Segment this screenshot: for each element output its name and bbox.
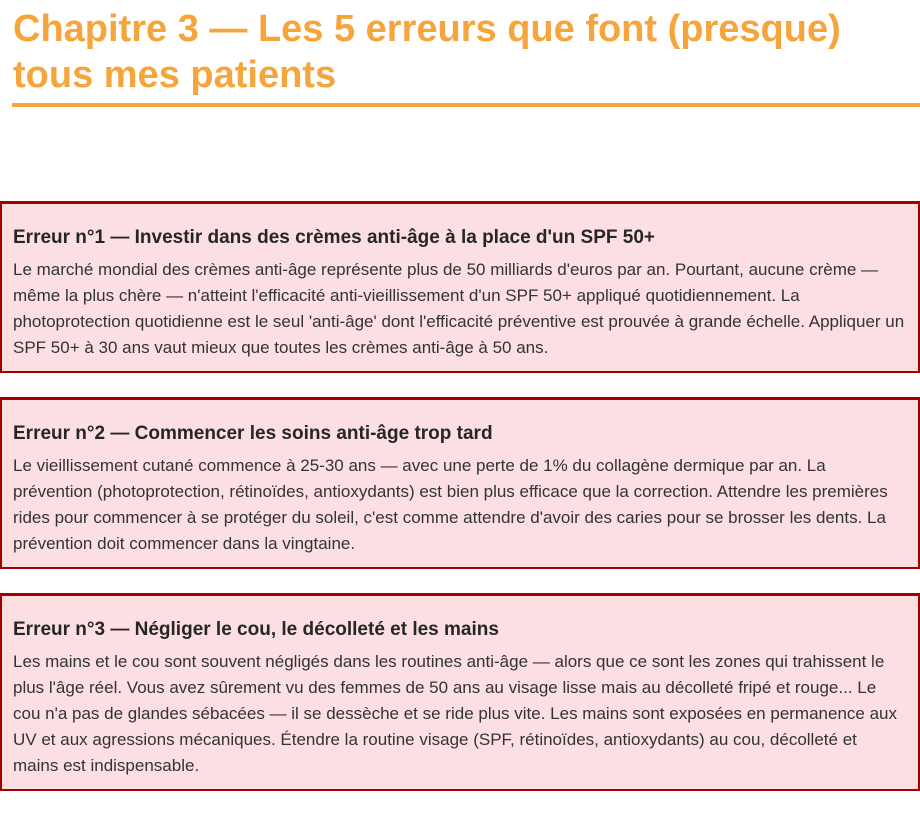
- error-body-3: Les mains et le cou sont souvent négligés dans les routines anti-âge — alors que ce sont les zones qui trahissent le plus l'âge réel. Vous avez sûrement vu des femmes de 50 ans au visage lisse mais au décolleté fripé et rouge... Le cou n'a pas de glandes sébacées — il se dessèche et se ride plus vite. Les mains sont exposées en permanence aux UV et aux agressions mécaniques. Étendre la routine visage (SPF, rétinoïdes, antioxydants) au cou, décolleté et mains est indispensable.: [13, 652, 897, 775]
- error-card-1: [0, 201, 920, 373]
- error-list: [0, 201, 920, 791]
- error-body-1: Le marché mondial des crèmes anti-âge représente plus de 50 milliards d'euros par an. Pourtant, aucune crème — même la plus chère — n'atteint l'efficacité anti-vieillissement d'un SPF 50+ appliqué quotidiennement. La photoprotection quotidienne est le seul 'anti-âge' dont l'efficacité préventive est prouvée à grande échelle. Appliquer un SPF 50+ à 30 ans vaut mieux que toutes les crèmes anti-âge à 50 ans.: [13, 260, 905, 357]
- error-heading-1: Erreur n°1 — Investir dans des crèmes anti-âge à la place d'un SPF 50+: [13, 227, 656, 248]
- error-card-3: [0, 593, 920, 791]
- error-body-2: Le vieillissement cutané commence à 25-30 ans — avec une perte de 1% du collagène dermique par an. La prévention (photoprotection, rétinoïdes, antioxydants) est bien plus efficace que la correction. Attendre les premières rides pour commencer à se protéger du soleil, c'est comme attendre d'avoir des caries pour se brosser les dents. La prévention doit commencer dans la vingtaine.: [13, 456, 888, 553]
- page-title: Chapitre 3 — Les 5 erreurs que font (presque) tous mes patients: [13, 8, 841, 96]
- error-card-2: [0, 397, 920, 569]
- error-heading-3: Erreur n°3 — Négliger le cou, le décolleté et les mains: [13, 619, 499, 640]
- title-underline: [12, 103, 920, 107]
- error-heading-2: Erreur n°2 — Commencer les soins anti-âge trop tard: [13, 423, 493, 444]
